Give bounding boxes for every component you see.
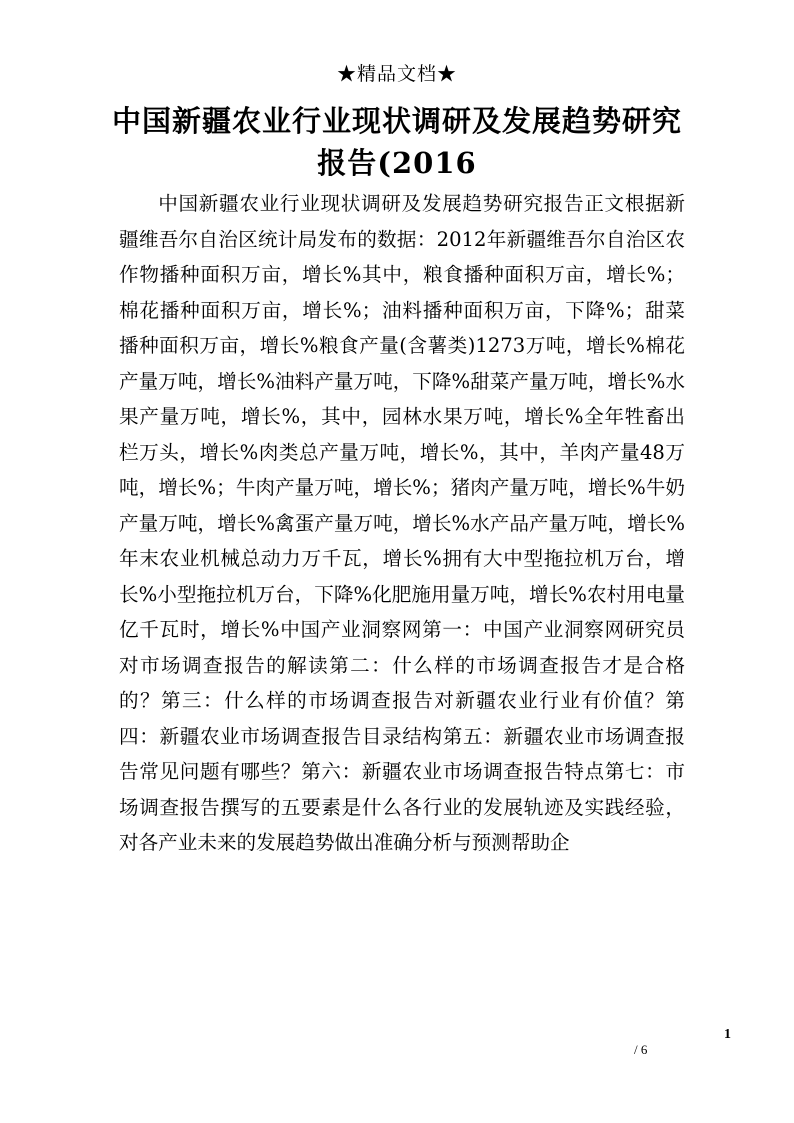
page-number: 1 bbox=[724, 1027, 731, 1042]
page-total: / 6 bbox=[634, 1042, 648, 1057]
body-paragraph: 中国新疆农业行业现状调研及发展趋势研究报告正文根据新疆维吾尔自治区统计局发布的数据：2012年新疆维吾尔自治区农作物播种面积万亩，增长%其中，粮食播种面积万亩，增长%；棉花播种面积万亩，增长%；油料播种面积万亩，下降%；甜菜播种面积万亩，增长%粮食产量(含薯类)1273万吨，增长%棉花产量万吨，增长%油料产量万吨，下降%甜菜产量万吨，增长%水果产量万吨，增长%，其中，园林水果万吨，增长%全年牲畜出栏万头，增长%肉类总产量万吨，增长%，其中，羊肉产量48万吨，增长%；牛肉产量万吨，增长%；猪肉产量万吨，增长%牛奶产量万吨，增长%禽蛋产量万吨，增长%水产品产量万吨，增长%年末农业机械总动力万千瓦，增长%拥有大中型拖拉机万台，增长%小型拖拉机万台，下降%化肥施用量万吨，增长%农村用电量亿千瓦时，增长%中国产业洞察网第一：中国产业洞察网研究员对市场调查报告的解读第二：什么样的市场调查报告才是合格的？第三：什么样的市场调查报告对新疆农业行业有价值？第四：新疆农业市场调查报告目录结构第五：新疆农业市场调查报告常见问题有哪些？第六：新疆农业市场调查报告特点第七：市场调查报告撰写的五要素是什么各行业的发展轨迹及实践经验，对各产业未来的发展趋势做出准确分析与预测帮助企 bbox=[119, 192, 685, 854]
header-mark: ★精品文档★ bbox=[336, 63, 457, 85]
document-title: 中国新疆农业行业现状调研及发展趋势研究报告(2016 bbox=[111, 104, 682, 180]
